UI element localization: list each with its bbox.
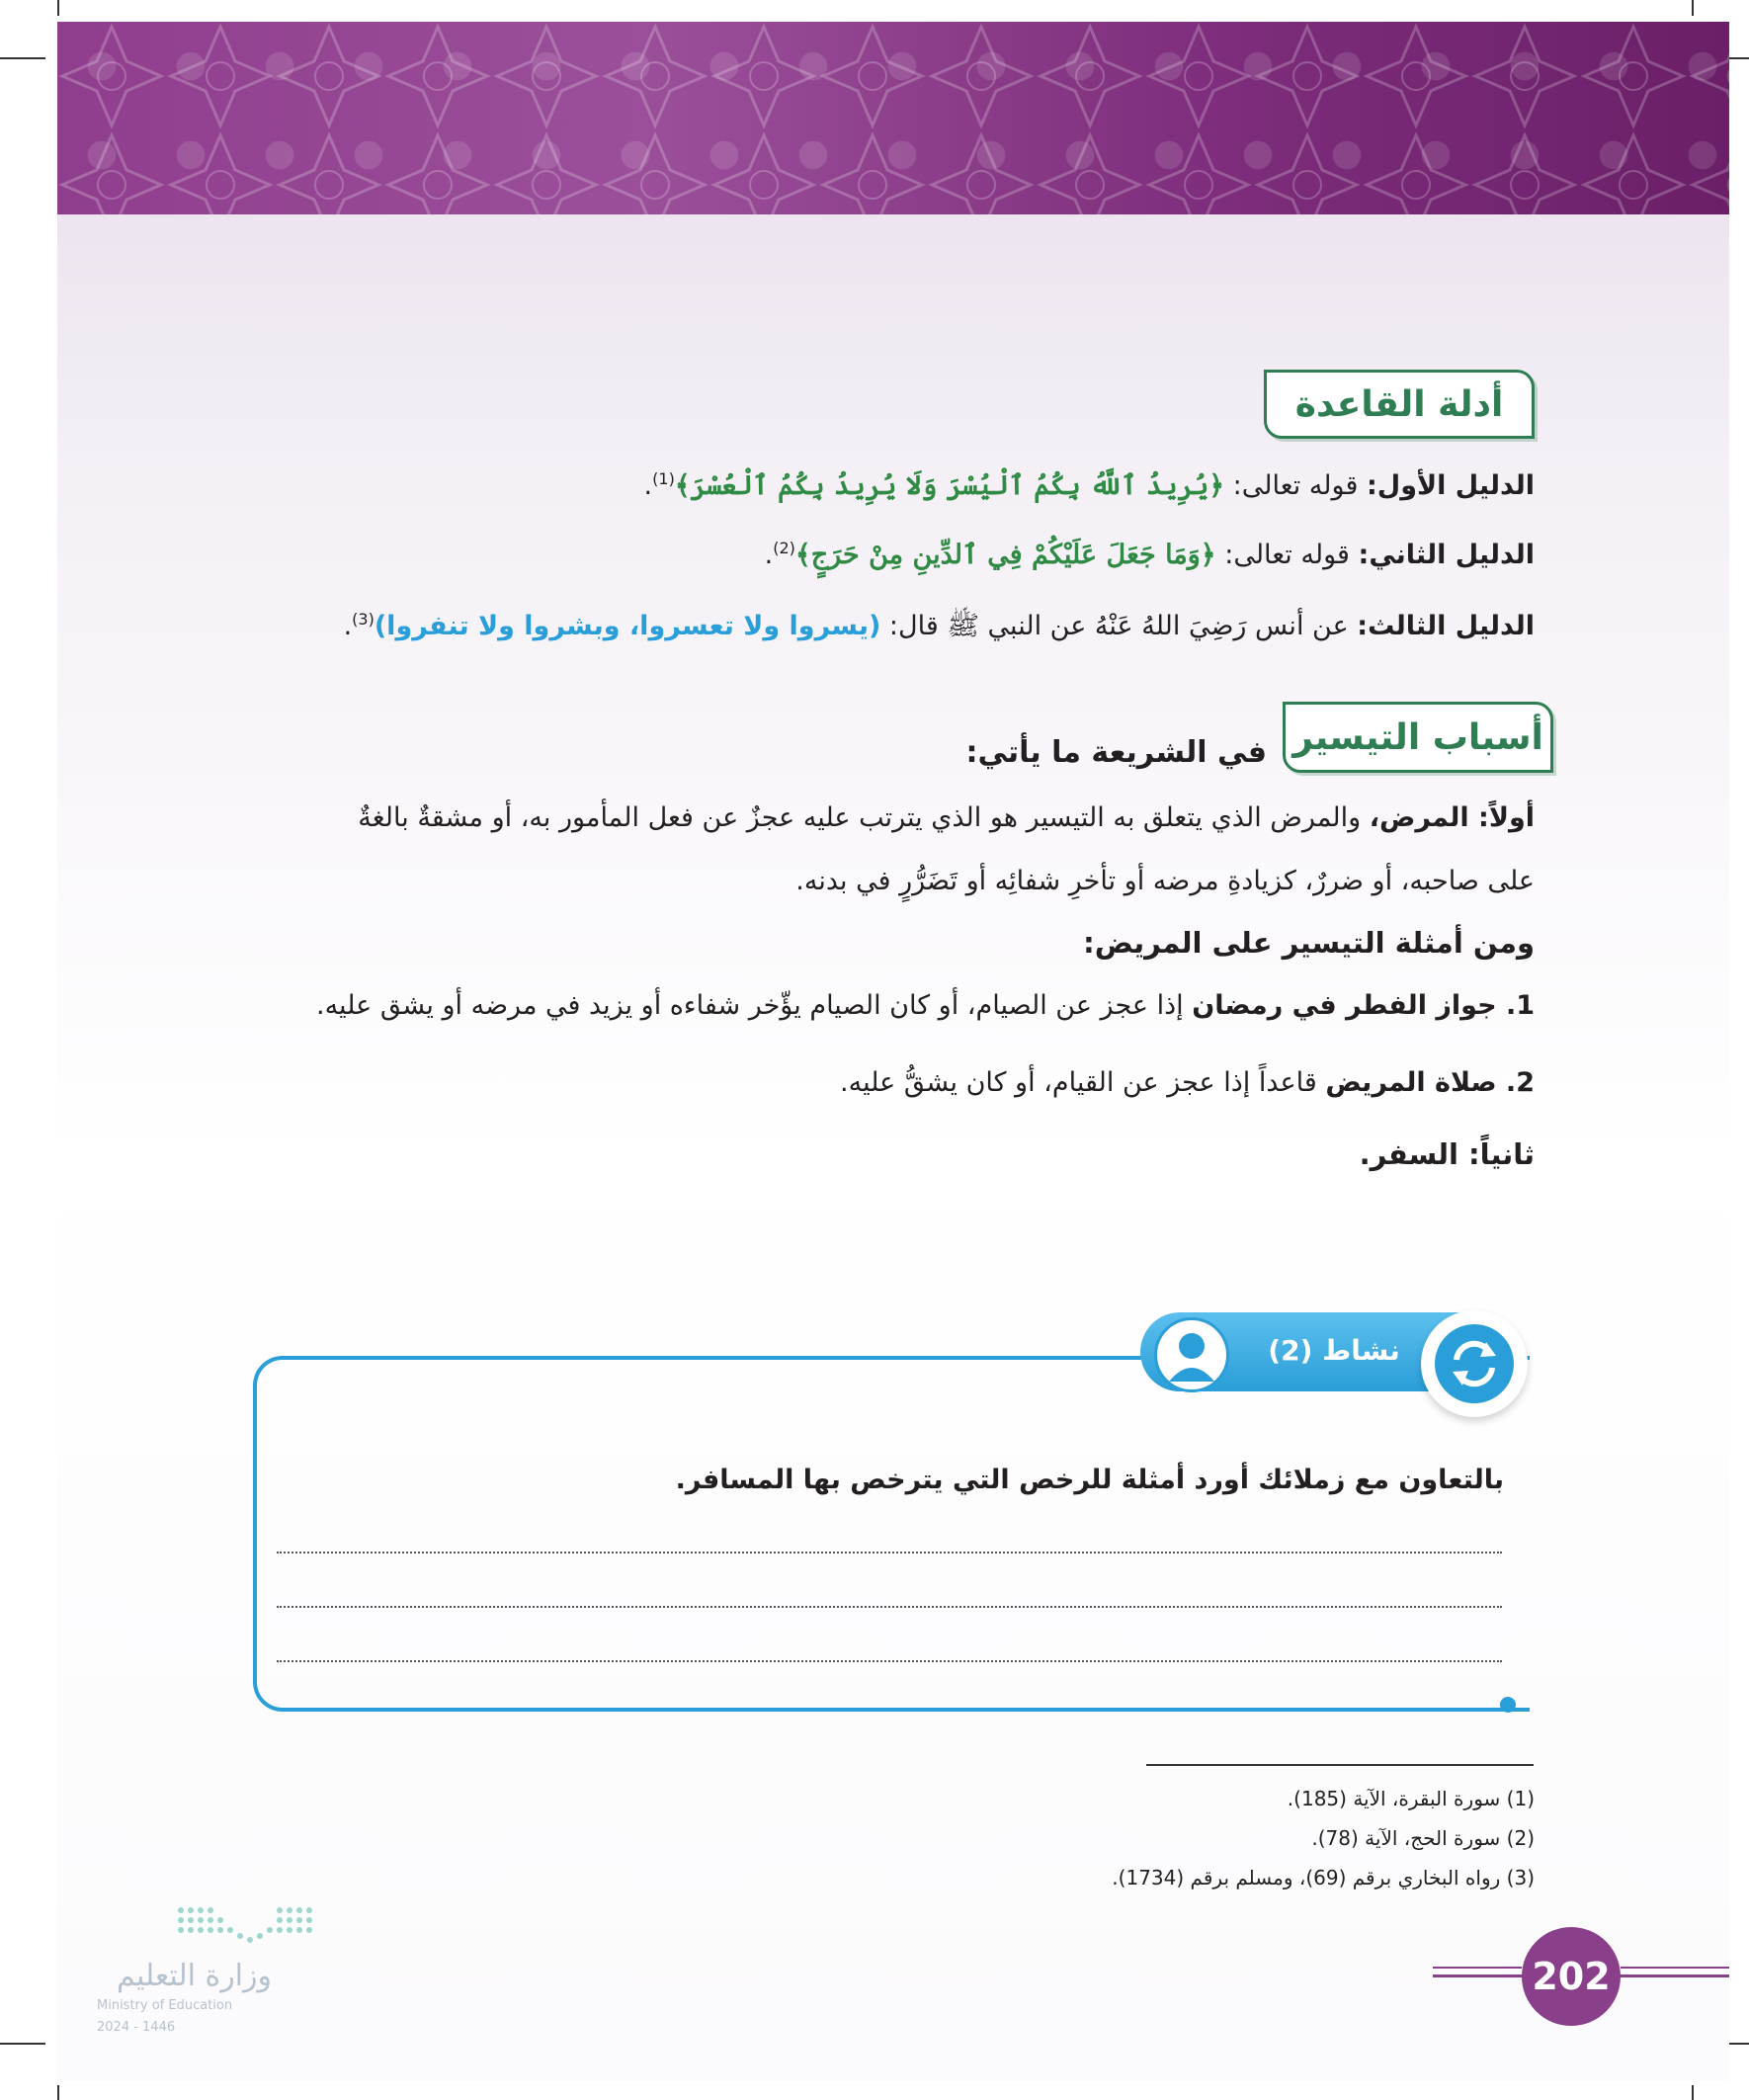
- example-text: قاعداً إذا عجز عن القيام، أو كان يشقُّ عليه.: [840, 1067, 1326, 1098]
- quran-verse: ﴿يُرِيدُ ٱللَّهُ بِكُمُ ٱلْيُسْرَ وَلَا يُرِيدُ بِكُمُ ٱلْعُسْرَ﴾: [674, 470, 1225, 501]
- second-cause: ثانياً: السفر.: [1359, 1137, 1535, 1171]
- footnote-ref: (3): [352, 610, 375, 629]
- evidence-intro: قوله تعالى:: [1224, 470, 1359, 501]
- page-number: 202: [1522, 1927, 1621, 2026]
- activity-label: نشاط (2): [1268, 1334, 1400, 1367]
- ministry-logo-icon: [173, 1902, 321, 1948]
- evidence-line-2: [171, 529, 1535, 575]
- page-number-rule: [1621, 1967, 1729, 1969]
- section-title-causes: [1283, 702, 1553, 773]
- footnote-ref: (2): [773, 539, 795, 557]
- answer-line-2[interactable]: [277, 1606, 1502, 1608]
- person-icon: [1154, 1317, 1229, 1392]
- footnote-2: (2) سورة الحج، الآية (78).: [1311, 1826, 1535, 1850]
- ministry-name-english: Ministry of Education: [97, 1998, 233, 2013]
- ministry-year: 2024 - 1446: [97, 2020, 176, 2035]
- example-title: 2. صلاة المريض: [1325, 1067, 1535, 1098]
- section-title-suffix: في الشريعة ما يأتي:: [965, 735, 1267, 770]
- footnote-divider: [1146, 1764, 1534, 1766]
- footnote-1: (1) سورة البقرة، الآية (185).: [1287, 1787, 1535, 1810]
- evidence-label: الدليل الثالث:: [1357, 611, 1535, 641]
- answer-line-1[interactable]: [277, 1552, 1502, 1554]
- paragraph-line-1: [171, 798, 1535, 838]
- crop-mark: [57, 2085, 59, 2100]
- paragraph-line-2: على صاحبه، أو ضررٌ، كزيادةِ مرضه أو تأخرِ شفائِه أو تَضَرُّرٍ في بدنه.: [795, 866, 1535, 896]
- example-item-2: [171, 1063, 1535, 1103]
- answer-line-3[interactable]: [277, 1660, 1502, 1662]
- evidence-label: الدليل الأول:: [1366, 470, 1535, 501]
- examples-heading: ومن أمثلة التيسير على المريض:: [1083, 926, 1535, 960]
- header-banner: [57, 22, 1729, 214]
- hadith-text: (يسروا ولا تعسروا، وبشروا ولا تنفروا): [374, 611, 881, 641]
- example-item-1: [171, 986, 1535, 1026]
- footnote-ref: (1): [652, 469, 675, 488]
- evidence-label: الدليل الثاني:: [1358, 540, 1535, 570]
- ministry-name-arabic: وزارة التعليم: [116, 1959, 272, 1993]
- evidence-intro: قوله تعالى:: [1224, 540, 1350, 570]
- evidence-line-1: [171, 460, 1535, 506]
- quran-verse: ﴿وَمَا جَعَلَ عَلَيْكُمْ فِي ٱلدِّينِ مِنْ حَرَجٍ﴾: [794, 540, 1216, 570]
- first-cause-label: أولاً: المرض،: [1369, 802, 1535, 833]
- crop-mark: [1692, 2085, 1694, 2100]
- crop-mark: [0, 2043, 45, 2045]
- evidence-line-3: [171, 600, 1535, 646]
- line-end: .: [764, 540, 774, 570]
- line-end: .: [343, 611, 353, 641]
- section-title-text: أسباب التيسير: [1292, 716, 1543, 758]
- activity-prompt: بالتعاون مع زملائك أورد أمثلة للرخص التي يترخص بها المسافر.: [675, 1465, 1504, 1495]
- refresh-icon: [1435, 1324, 1514, 1403]
- example-text: إذا عجز عن الصيام، أو كان الصيام يؤّخر شفاءه أو يزيد في مرضه أو يشق عليه.: [315, 990, 1193, 1021]
- page-number-rule: [1433, 1967, 1522, 1969]
- activity-corner-dot: [1500, 1697, 1516, 1713]
- line-end: .: [643, 470, 653, 501]
- section-title-text: أدلة القاعدة: [1294, 383, 1504, 425]
- page-background: [57, 22, 1729, 2080]
- geometric-pattern-icon: [57, 22, 1729, 214]
- section-title-evidence: [1264, 370, 1535, 439]
- crop-mark: [0, 57, 45, 59]
- crop-mark: [1692, 0, 1694, 16]
- evidence-intro: عن أنس رَضِيَ اللهُ عَنْهُ عن النبي ﷺ قال:: [880, 611, 1349, 641]
- crop-mark: [57, 0, 59, 16]
- example-title: 1. جواز الفطر في رمضان: [1192, 990, 1535, 1021]
- activity-box: [253, 1356, 1530, 1712]
- footnote-3: (3) رواه البخاري برقم (69)، ومسلم برقم (1734).: [1112, 1866, 1535, 1890]
- first-cause-text: والمرض الذي يتعلق به التيسير هو الذي يترتب عليه عجزٌ عن فعل المأمور به، أو مشقةٌ بالغةٌ: [358, 802, 1370, 833]
